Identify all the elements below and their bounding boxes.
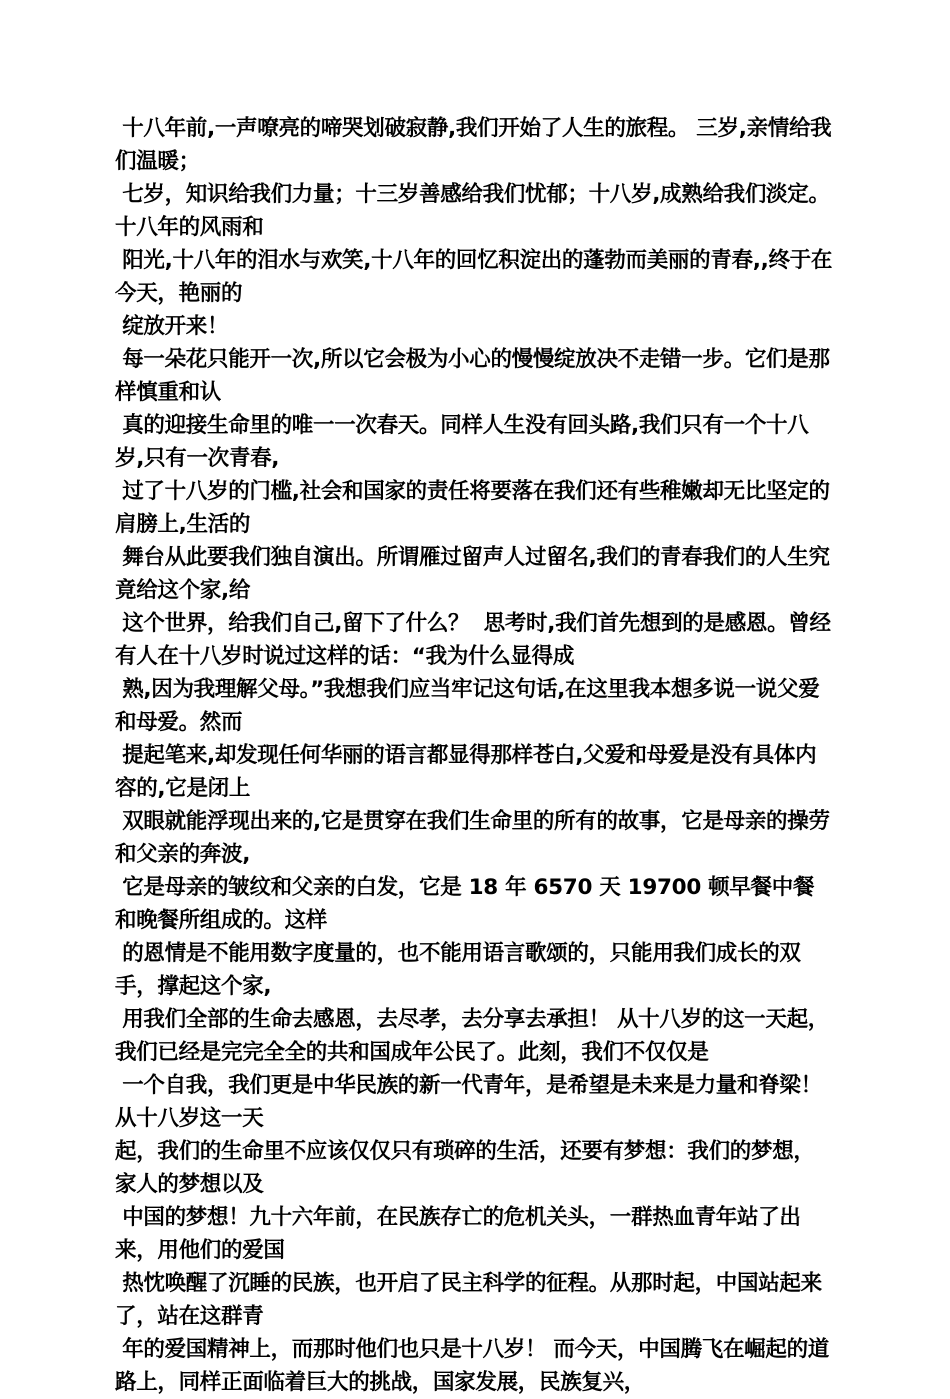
paragraph-3: 阳光,十八年的泪水与欢笑,十八年的回忆积淀出的蓬勃而美丽的青春,,终于在今天，艳丽的 [115, 248, 833, 306]
paragraph-10: 熟,因为我理解父母。”我想我们应当牢记这句话,在这里我本想多说一说父爱和母爱。然而 [115, 677, 820, 735]
paragraph-8: 舞台从此要我们独自演出。所谓雁过留声人过留名,我们的青春我们的人生究竟给这个家,给 [115, 545, 830, 603]
paragraph-12: 双眼就能浮现出来的,它是贯穿在我们生命里的所有的故事，它是母亲的操劳和父亲的奔波, [115, 809, 830, 867]
paragraph-16: 一个自我，我们更是中华民族的新一代青年，是希望是未来是力量和脊梁！从十八岁这一天 [115, 1073, 822, 1131]
paragraph-4: 绽放开来！ [115, 314, 229, 339]
paragraph-18: 中国的梦想！九十六年前，在民族存亡的危机关头，一群热血青年站了出来，用他们的爱国 [115, 1205, 801, 1263]
paragraph-6: 真的迎接生命里的唯一一次春天。同样人生没有回头路,我们只有一个十八岁,只有一次青春, [115, 413, 809, 471]
paragraph-1: 十八年前,一声嘹亮的啼哭划破寂静,我们开始了人生的旅程。 三岁,亲情给我们温暖； [115, 116, 832, 174]
paragraph-11: 提起笔来,却发现任何华丽的语言都显得那样苍白,父爱和母爱是没有具体内容的,它是闭上 [115, 743, 817, 801]
paragraph-19: 热忱唤醒了沉睡的民族，也开启了民主科学的征程。从那时起，中国站起来了，站在这群青 [115, 1271, 822, 1329]
paragraph-20: 年的爱国精神上，而那时他们也只是十八岁！ 而今天，中国腾飞在崛起的道路上，同样正面临着巨大的挑战，国家发展，民族复兴， [115, 1337, 829, 1395]
paragraph-14: 的恩情是不能用数字度量的，也不能用语言歌颂的，只能用我们成长的双手，撑起这个家, [115, 941, 801, 999]
paragraph-7: 过了十八岁的门槛,社会和国家的责任将要落在我们还有些稚嫩却无比坚定的肩膀上,生活的 [115, 479, 830, 537]
paragraph-17: 起，我们的生命里不应该仅仅只有琐碎的生活，还要有梦想：我们的梦想，家人的梦想以及 [115, 1139, 815, 1197]
paragraph-2: 七岁，知识给我们力量；十三岁善感给我们忧郁；十八岁,成熟给我们淡定。十八年的风雨和 [115, 182, 830, 240]
paragraph-9: 这个世界，给我们自己,留下了什么？ 思考时,我们首先想到的是感恩。曾经有人在十八岁时说过这样的话：“我为什么显得成 [115, 611, 831, 669]
paragraph-15: 用我们全部的生命去感恩，去尽孝，去分享去承担！ 从十八岁的这一天起，我们已经是完完全全的共和国成年公民了。此刻，我们不仅仅是 [115, 1007, 829, 1065]
paragraph-5: 每一朵花只能开一次,所以它会极为小心的慢慢绽放决不走错一步。它们是那样慎重和认 [115, 347, 830, 405]
paragraph-13: 它是母亲的皱纹和父亲的白发，它是 18 年 6570 天 19700 顿早餐中餐和晚餐所组成的。这样 [115, 875, 815, 933]
body-text [115, 112, 835, 1399]
